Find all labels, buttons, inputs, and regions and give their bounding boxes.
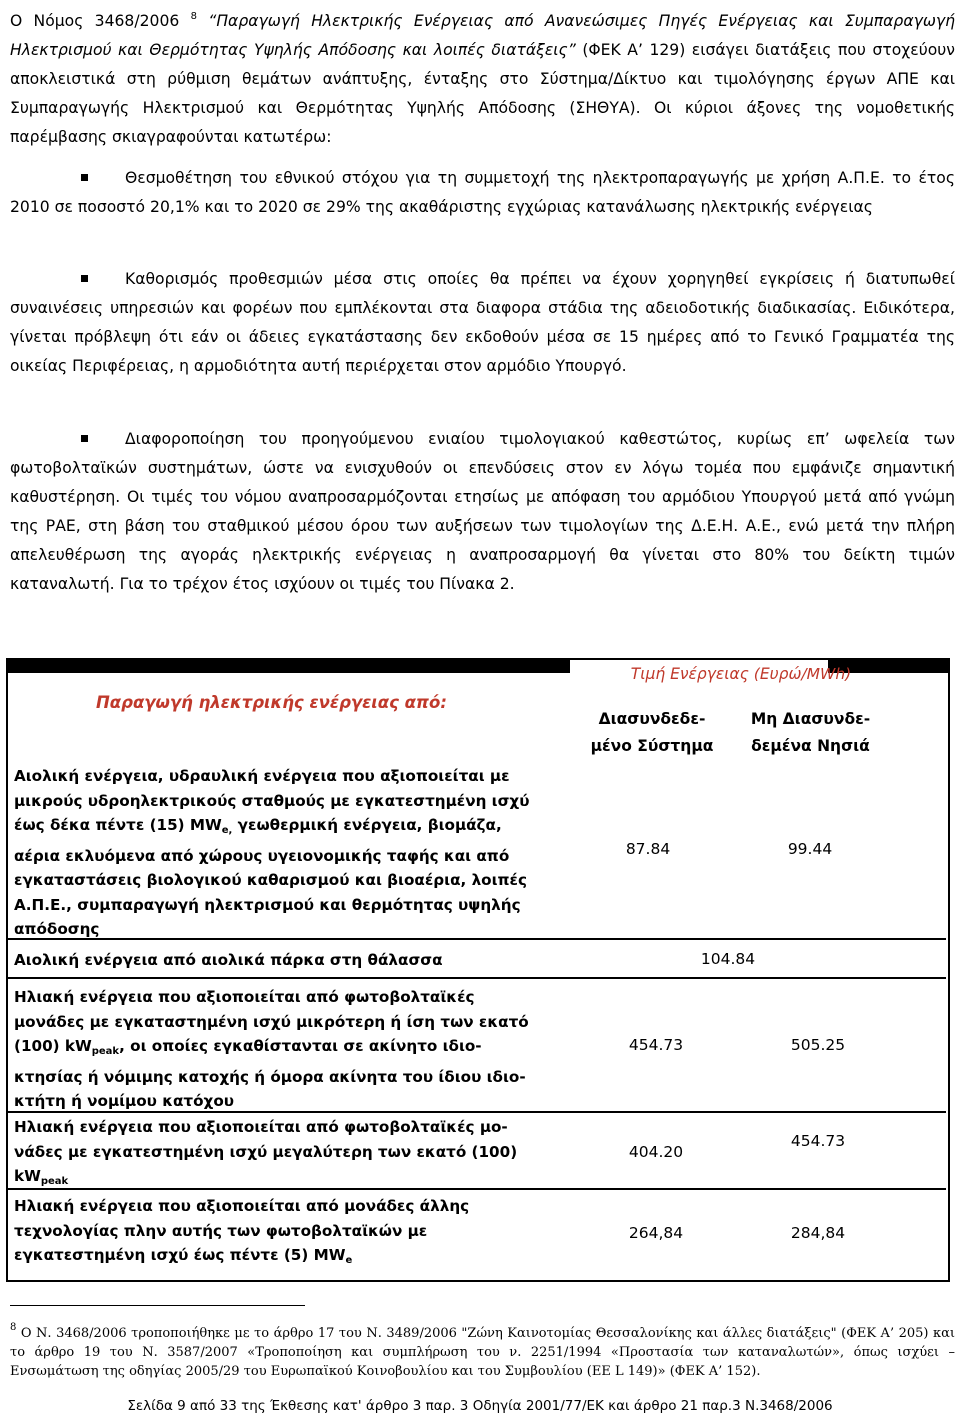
bullet-square-icon (81, 435, 88, 442)
law-number: Ο Νόμος 3468/2006 (10, 12, 180, 30)
table-row-label: Αιολική ενέργεια από αιολικά πάρκα στη θάλασσα (14, 951, 443, 969)
bullet-item (10, 425, 955, 599)
bullet-text: Θεσμοθέτηση του εθνικού στόχου για τη συμμετοχή της ηλεκτροπαραγωγής με χρήση Α.Π.Ε. το έτος 2010 σε ποσοστό 20,1% και το 2020 σε 29% της ακαθάριστης εγχώριας κατανάλωσης ηλεκτρικής ενέργειας (10, 169, 955, 216)
footnote-ref: 8 (190, 11, 197, 22)
page-footer: Σελίδα 9 από 33 της Έκθεσης κατ' άρθρο 3 παρ. 3 Οδηγία 2001/77/ΕΚ και άρθρο 21 παρ.3 Ν.3468/2006 (127, 1398, 833, 1414)
price-cell: 104.84 (700, 950, 756, 968)
table-row-label: Αιολική ενέργεια, υδραυλική ενέργεια που αξιοποιείται με μικρούς υδροηλεκτρικούς σταθμούς με εγκατεστημένη ισχύ έως δέκα πέντε (15) $MW_{e,}$ γεωθερμική ενέργεια, βιομάζα, αέρια εκλυόμενα από χώρους υγειονομικής ταφής και από εγκαταστάσεις βιολογικού καθαρισμού και βιοαέρια, λοιπές Α.Π.Ε., συμπαραγωγή ηλεκτρισμού και θερμότητας υψηλής απόδοσης (14, 767, 530, 938)
source-header: Παραγωγή ηλεκτρικής ενέργειας από: (96, 693, 447, 712)
table-row-label: Ηλιακή ενέργεια που αξιοποιείται από φωτοβολταϊκές μονάδες με εγκαταστημένη ισχύ μικρότερη ή ίση των εκατό (100) $kW_{peak}$, οι οποίες εγκαθίστανται σε ακίνητο ιδιο- κτησίας ή νόμιμης κατοχής ή όμορα ακίνητα του ίδιου ιδιο- κτήτη ή νομίμου κατόχου (14, 988, 529, 1110)
bullet-square-icon (81, 174, 88, 181)
row-divider (6, 1111, 946, 1113)
bullet-text: Καθορισμός προθεσμιών μέσα στις οποίες θα πρέπει να έχουν χορηγηθεί εγκρίσεις ή διατυπωθεί συναινέσεις υπηρεσιών και φορέων που εμπλέκονται στα διαφορα στάδια της αδειοδοτικής διαδικασίας. Ειδικότερα, γίνεται πρόβλεψη ότι εάν οι άδειες εγκατάστασης δεν εκδοθούν μέσα σε 15 ημέρες από το Γενικό Γραμματέα της οικείας Περιφέρειας, η αρμοδιότητα αυτή περιέρχεται στον αρμόδιο Υπουργό. (10, 270, 955, 375)
row-divider (6, 977, 946, 979)
intro-paragraph (10, 2, 955, 152)
footnote-text: Ο Ν. 3468/2006 τροποποιήθηκε με το άρθρο 17 του Ν. 3489/2006 "Ζώνη Καινοτομίας Θεσσαλονίκης και άλλες διατάξεις" (ΦΕΚ Α’ 205) και το άρθρο 19 του Ν. 3587/2007 «Τροποποίηση και συμπλήρωση του ν. 2251/1994 «Προστασία των καταναλωτών», όπως ισχύει – Ενσωμάτωση της οδηγίας 2005/29 του Ευρωπαϊκού Κοινοβουλίου και του Συμβουλίου (ΕΕ L 149)» (ΦΕΚ Α’ 152). (10, 1326, 955, 1379)
price-cell: 454.73 (790, 1132, 846, 1150)
table-row-label: Ηλιακή ενέργεια που αξιοποιείται από φωτοβολταϊκές μο- νάδες με εγκατεστημένη ισχύ μεγαλύτερη των εκατό (100) $kW_{peak}$ (14, 1118, 518, 1187)
price-cell: 99.44 (787, 840, 833, 858)
price-cell: 264,84 (628, 1224, 684, 1242)
footnote-number: 8 (10, 1322, 17, 1333)
row-divider (6, 938, 946, 940)
bullet-text: Διαφοροποίηση του προηγούμενου ενιαίου τιμολογιακού καθεστώτος, κυρίως επ’ ωφελεία των φωτοβολταϊκών συστημάτων, ώστε να ενισχυθούν οι επενδύσεις στον εν λόγω τομέα που εμφάνιζε σημαντική καθυστέρηση. Οι τιμές του νόμου αναπροσαρμόζονται ετησίως με απόφαση του αρμόδιου Υπουργού μετά από γνώμη της ΡΑΕ, στη βάση του σταθμικού μέσου όρου των αυξήσεων των τιμολογίων της Δ.Ε.Η. Α.Ε., ενώ μετά την πλήρη απελευθέρωση της αγοράς ηλεκτρικής ενέργειας η αναπροσαρμογή θα γίνεται στο 80% του δείκτη τιμών καταναλωτή. Για το τρέχον έτος ισχύουν οι τιμές του Πίνακα 2. (10, 430, 955, 593)
row-divider (6, 1188, 946, 1190)
intro-rest: (ΦΕΚ Α’ 129) εισάγει διατάξεις που στοχεύουν αποκλειστικά στη ρύθμιση θεμάτων ανάπτυξης, ένταξης στο Σύστημα/Δίκτυο και τιμολόγησης έργων ΑΠΕ και Συμπαραγωγής Ηλεκτρισμού και Θερμότητας Υψηλής Απόδοσης (ΣΗΘΥΑ). Οι κύριοι άξονες της νομοθετικής παρέμβασης σκιαγραφούνται κατωτέρω: (10, 41, 955, 146)
footnote (10, 1318, 955, 1381)
bullet-item (10, 265, 955, 381)
price-cell: 404.20 (628, 1143, 684, 1161)
price-cell: 284,84 (790, 1224, 846, 1242)
bullet-item (10, 164, 955, 222)
price-cell: 87.84 (625, 840, 671, 858)
price-header: Τιμή Ενέργειας (Ευρώ/MWh) (630, 665, 852, 683)
price-cell: 454.73 (628, 1036, 684, 1054)
table-row-label: Ηλιακή ενέργεια που αξιοποιείται από μονάδες άλλης τεχνολογίας πλην αυτής των φωτοβολταϊκών με εγκατεστημένη ισχύ έως πέντε (5) $MW_e$ (14, 1197, 470, 1266)
law-title: “Παραγωγή Ηλεκτρικής Ενέργειας από Ανανεώσιμες Πηγές Ενέργειας και Συμπαραγωγή Ηλεκτρισμού και Θερμότητας Υψηλής Απόδοσης και λοιπές διατάξεις” (10, 12, 955, 59)
price-cell: 505.25 (790, 1036, 846, 1054)
footnote-divider (10, 1305, 305, 1306)
bullet-square-icon (81, 275, 88, 282)
table-top-bar (8, 660, 570, 673)
col-header-islands: Μη Διασυνδε- δεμένα Νησιά (750, 710, 871, 755)
col-header-interconnected: Διασυνδεδε- μένο Σύστημα (590, 710, 714, 755)
